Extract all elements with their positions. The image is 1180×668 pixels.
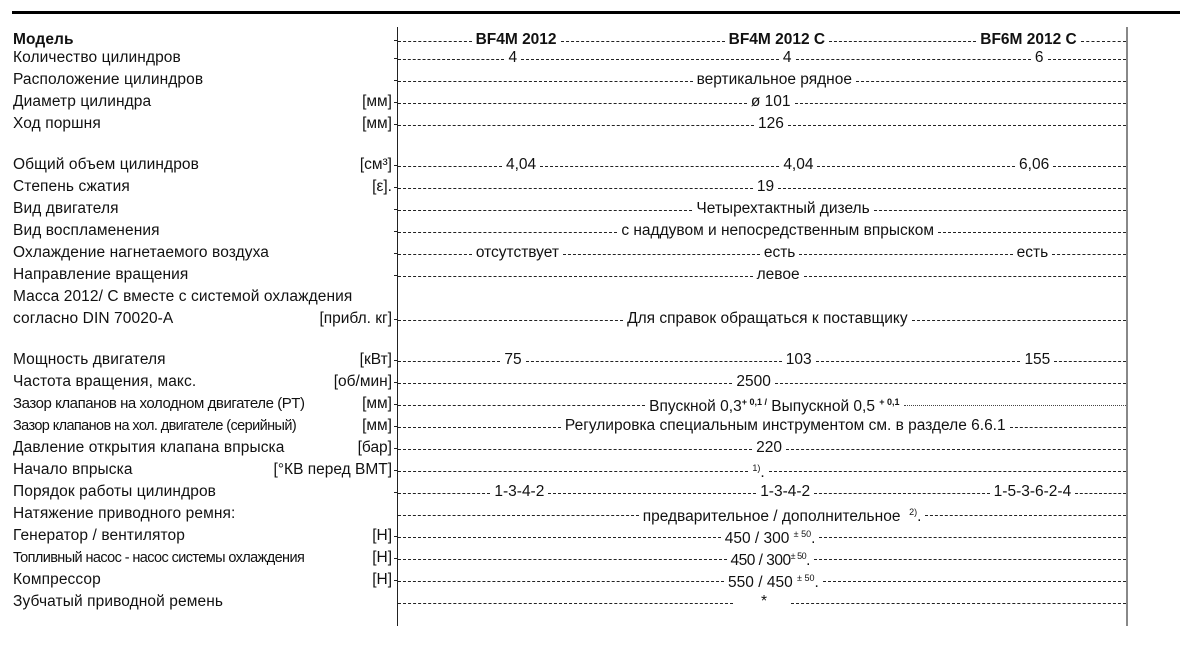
leader (788, 125, 1126, 126)
label: Ход поршня (13, 115, 101, 132)
values (398, 154, 1126, 176)
leader (398, 405, 645, 406)
row-stroke (0, 113, 1180, 135)
values (398, 393, 1126, 415)
row-alternator-fan (0, 525, 1180, 547)
row-belt-tension (0, 503, 1180, 525)
leader (912, 320, 1126, 321)
leader (799, 254, 1012, 255)
model-3: BF6M 2012 C (980, 31, 1077, 48)
leader (398, 103, 747, 104)
row-valve-clearance-serial (0, 415, 1180, 437)
unit: [мм] (362, 417, 392, 434)
leader (816, 361, 1021, 362)
value: с наддувом и непосредственным впрыском (621, 222, 935, 239)
leader (1010, 427, 1126, 428)
row-injection-pressure (0, 437, 1180, 459)
value-footnote: $^{1)}$. (752, 462, 765, 481)
leader (791, 603, 1126, 604)
leader (795, 103, 1126, 104)
value-2: 103 (785, 351, 812, 368)
leader (819, 537, 1126, 538)
leader (1052, 254, 1126, 255)
values (398, 459, 1126, 481)
row-firing-order (0, 481, 1180, 503)
value: 450 / 300 $^{\pm 50}$. (724, 528, 816, 547)
row-valve-clearance-pt (0, 393, 1180, 415)
row-injection-start (0, 459, 1180, 481)
leader (796, 59, 1031, 60)
leader (829, 41, 976, 42)
leader (398, 559, 727, 560)
value: Регулировка специальным инструментом см. в разделе 6.6.1 (564, 417, 1006, 434)
leader (398, 537, 721, 538)
leader (398, 59, 504, 60)
unit: [Н] (372, 549, 392, 566)
values (398, 264, 1126, 286)
value-1: 4 (508, 49, 518, 66)
leader (1075, 493, 1126, 494)
value-2: 1-3-4-2 (760, 483, 811, 500)
unit: [бар] (357, 439, 392, 456)
label: Охлаждение нагнетаемого воздуха (13, 244, 270, 261)
value: Четырехтактный дизель (696, 200, 870, 217)
row-mass (0, 308, 1180, 330)
value-3: 6,06 (1019, 156, 1050, 173)
values (398, 69, 1126, 91)
values (398, 91, 1126, 113)
label: Общий объем цилиндров (13, 156, 199, 173)
value: 19 (756, 178, 775, 195)
leader (398, 41, 472, 42)
label: Порядок работы цилиндров (13, 483, 217, 500)
label: Масса 2012/ C вместе с системой охлаждения (13, 288, 353, 305)
row-mass-line1 (0, 286, 1180, 308)
leader (904, 405, 1126, 406)
unit: [Н] (372, 571, 392, 588)
row-cylinder-count (0, 47, 1180, 69)
values (398, 349, 1126, 371)
label: Зубчатый приводной ремень (13, 593, 224, 610)
value: вертикальное рядное (696, 71, 852, 88)
label: Вид воспламенения (13, 222, 160, 239)
unit: [мм] (362, 395, 392, 412)
label: Мощность двигателя (13, 351, 166, 368)
value: левое (756, 266, 800, 283)
value: * (760, 593, 768, 610)
leader (563, 254, 760, 255)
leader (398, 603, 733, 604)
leader (561, 41, 725, 42)
label: Начало впрыска (13, 461, 133, 478)
leader (1081, 41, 1126, 42)
label: Зазор клапанов на холодном двигателе (PT) (13, 395, 305, 412)
value: 126 (757, 115, 784, 132)
label: Направление вращения (13, 266, 189, 283)
label-model: Модель (13, 31, 74, 48)
leader (398, 581, 724, 582)
row-fuel-coolant-pump (0, 547, 1180, 569)
leader (874, 210, 1126, 211)
leader (814, 559, 1126, 560)
values (398, 308, 1126, 330)
label: Компрессор (13, 571, 101, 588)
value-3: есть (1016, 244, 1049, 261)
label: Давление открытия клапана впрыска (13, 439, 285, 456)
label: Генератор / вентилятор (13, 527, 185, 544)
unit: [мм] (362, 93, 392, 110)
label: Топливный насос - насос системы охлаждения (13, 550, 305, 566)
leader (398, 232, 617, 233)
value: ø 101 (750, 93, 791, 110)
value: 2500 (736, 373, 771, 390)
value-2: есть (763, 244, 796, 261)
leader (778, 188, 1126, 189)
leader (1048, 59, 1126, 60)
values (398, 47, 1126, 69)
values (398, 176, 1126, 198)
row-toothed-belt (0, 591, 1180, 613)
top-rule (12, 11, 1180, 14)
row-compressor (0, 569, 1180, 591)
values (398, 220, 1126, 242)
leader (398, 515, 639, 516)
values (398, 198, 1126, 220)
row-max-speed (0, 371, 1180, 393)
leader (938, 232, 1126, 233)
leader (398, 81, 693, 82)
unit: [Н] (372, 527, 392, 544)
leader (775, 383, 1126, 384)
leader (823, 581, 1126, 582)
row-compression-ratio (0, 176, 1180, 198)
unit: [кВт] (359, 351, 392, 368)
model-1: BF4M 2012 (475, 31, 557, 48)
values (398, 415, 1126, 437)
value: $450 / 300^{\pm 50}$. (730, 550, 810, 569)
label: Зазор клапанов на хол. двигателе (серийный) (13, 418, 297, 434)
values (398, 242, 1126, 264)
label: Частота вращения, макс. (13, 373, 197, 390)
leader (398, 361, 500, 362)
value: Для справок обращаться к поставщику (627, 310, 908, 327)
row-engine-type (0, 198, 1180, 220)
value-1: 75 (504, 351, 522, 368)
unit: [об/мин] (333, 373, 392, 390)
leader (398, 210, 692, 211)
values (398, 569, 1126, 591)
leader (398, 383, 732, 384)
row-charge-air-cooling (0, 242, 1180, 264)
leader (804, 276, 1126, 277)
unit: [см³] (359, 156, 392, 173)
leader (398, 276, 753, 277)
value-2: 4 (782, 49, 792, 66)
label: Натяжение приводного ремня: (13, 505, 236, 522)
model-2: BF4M 2012 C (728, 31, 826, 48)
leader (817, 166, 1015, 167)
leader (1053, 166, 1126, 167)
value: 220 (756, 439, 783, 456)
row-displacement (0, 154, 1180, 176)
value-2: 4,04 (783, 156, 814, 173)
label: согласно DIN 70020-A (13, 310, 174, 327)
row-cylinder-arrangement (0, 69, 1180, 91)
leader (398, 471, 748, 472)
leader (786, 449, 1126, 450)
value-1: 4,04 (505, 156, 537, 173)
row-power (0, 349, 1180, 371)
value-intake: Впускной $0,3^{+ 0,1 /}$ Выпускной 0,5 $^{+ 0,1}$ (649, 396, 900, 415)
value-1: отсутствует (475, 244, 559, 261)
leader (521, 59, 779, 60)
leader (540, 166, 779, 167)
leader (548, 493, 756, 494)
row-bore (0, 91, 1180, 113)
unit: [мм] (362, 115, 392, 132)
label: Диаметр цилиндра (13, 93, 152, 110)
values (398, 591, 1126, 613)
label: Количество цилиндров (13, 49, 181, 66)
leader (398, 254, 472, 255)
unit: [ε]. (372, 178, 392, 195)
leader (398, 493, 490, 494)
row-ignition-type (0, 220, 1180, 242)
leader (398, 320, 623, 321)
label: Расположение цилиндров (13, 71, 204, 88)
label: Вид двигателя (13, 200, 119, 217)
leader (526, 361, 782, 362)
label: Степень сжатия (13, 178, 130, 195)
leader (769, 471, 1126, 472)
value-3: 6 (1034, 49, 1044, 66)
value-3: 1-5-3-6-2-4 (993, 483, 1072, 500)
leader (398, 188, 753, 189)
leader (925, 515, 1126, 516)
leader (856, 81, 1126, 82)
leader (814, 493, 990, 494)
value-3: 155 (1024, 351, 1051, 368)
values (398, 113, 1126, 135)
row-rotation-direction (0, 264, 1180, 286)
value: предварительное / дополнительное $^{2)}$. (642, 506, 922, 525)
unit: [прибл. кг] (319, 310, 392, 327)
unit: [°КВ перед ВМТ] (273, 461, 392, 478)
leader (1054, 361, 1126, 362)
leader (398, 449, 752, 450)
leader (398, 166, 502, 167)
leader (398, 427, 561, 428)
value: 550 / 450 $^{\pm 50}$. (728, 572, 819, 591)
value-1: 1-3-4-2 (494, 483, 545, 500)
leader (398, 125, 754, 126)
